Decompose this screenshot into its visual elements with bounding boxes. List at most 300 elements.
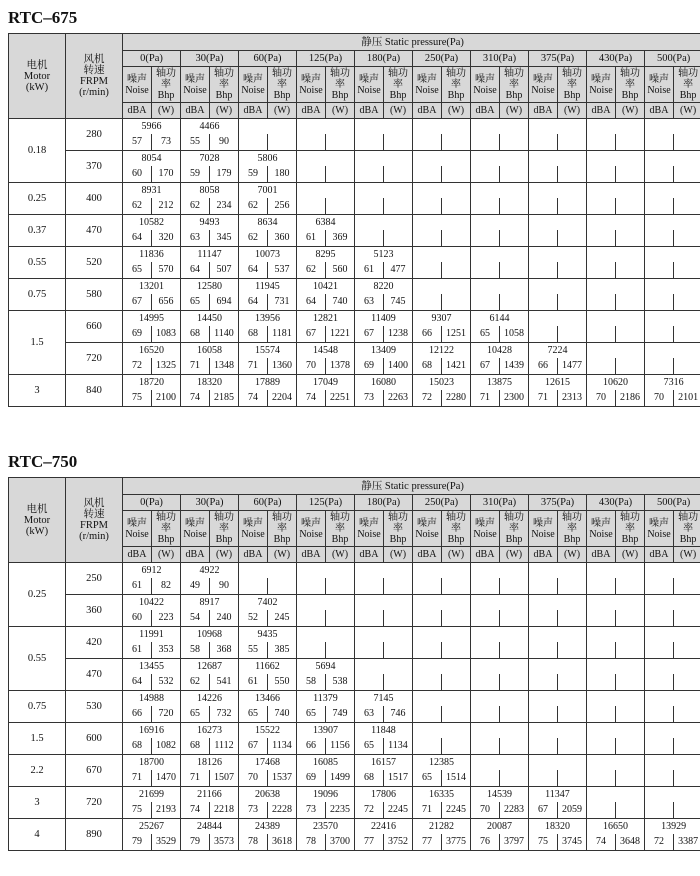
empty-cell xyxy=(587,119,645,134)
empty-cell xyxy=(529,723,587,738)
empty-cell xyxy=(558,326,587,343)
noise-header-line: 噪声 xyxy=(243,517,263,529)
airflow-value: 16080 xyxy=(355,375,413,390)
noise-value: 78 xyxy=(239,834,268,851)
unit-w: (W) xyxy=(674,547,700,563)
bhp-value: 368 xyxy=(210,642,239,659)
bhp-value: 3745 xyxy=(558,834,587,851)
bhp-header-line: 率 xyxy=(683,523,694,534)
empty-cell xyxy=(645,563,700,578)
bhp-header-line: 轴功 xyxy=(330,512,350,523)
bhp-header xyxy=(674,511,700,547)
empty-cell xyxy=(471,642,500,659)
bhp-value: 740 xyxy=(268,706,297,723)
airflow-value: 21282 xyxy=(413,819,471,834)
noise-value: 65 xyxy=(181,706,210,723)
bhp-header-line: 率 xyxy=(451,523,461,534)
unit-dba: dBA xyxy=(355,103,384,119)
empty-cell xyxy=(413,119,471,134)
bhp-value: 212 xyxy=(152,198,181,215)
fan-rpm: 250 xyxy=(66,563,123,595)
unit-w: (W) xyxy=(268,547,297,563)
noise-value: 77 xyxy=(355,834,384,851)
bhp-header-line: 率 xyxy=(161,523,171,534)
empty-cell xyxy=(500,770,529,787)
empty-cell xyxy=(616,738,645,755)
fan-rpm: 660 xyxy=(66,311,123,343)
motor-kw: 0.55 xyxy=(9,247,66,279)
airflow-value: 12580 xyxy=(181,279,239,294)
pressure-header: 125(Pa) xyxy=(297,51,355,67)
fan-rpm: 400 xyxy=(66,183,123,215)
empty-cell xyxy=(674,738,700,755)
bhp-value: 746 xyxy=(384,706,413,723)
empty-cell xyxy=(529,595,587,610)
empty-cell xyxy=(529,119,587,134)
noise-header xyxy=(529,511,558,547)
empty-cell xyxy=(558,134,587,151)
empty-cell xyxy=(471,279,529,294)
bhp-header-line: Bhp xyxy=(563,534,581,545)
noise-header xyxy=(413,511,442,547)
unit-w: (W) xyxy=(152,103,181,119)
bhp-header xyxy=(268,67,297,103)
bhp-header-line: Bhp xyxy=(505,90,523,101)
spec-table-rtc-750 xyxy=(8,477,700,851)
empty-cell xyxy=(297,563,355,578)
noise-header-line: Noise xyxy=(241,528,265,540)
bhp-value: 1082 xyxy=(152,738,181,755)
noise-value: 61 xyxy=(297,230,326,247)
empty-cell xyxy=(471,262,500,279)
empty-cell xyxy=(355,166,384,183)
noise-value: 64 xyxy=(239,262,268,279)
noise-header-line: 噪声 xyxy=(127,73,147,85)
noise-header-line: Noise xyxy=(299,528,323,540)
empty-cell xyxy=(355,563,413,578)
empty-cell xyxy=(239,563,297,578)
airflow-value: 14548 xyxy=(297,343,355,358)
empty-cell xyxy=(529,691,587,706)
table-row xyxy=(9,119,700,134)
bhp-value: 256 xyxy=(268,198,297,215)
empty-cell xyxy=(442,674,471,691)
unit-dba: dBA xyxy=(529,103,558,119)
bhp-value: 2313 xyxy=(558,390,587,407)
fan-header-line: FRPM xyxy=(79,76,109,87)
airflow-value: 23570 xyxy=(297,819,355,834)
bhp-header-line: 轴功 xyxy=(678,512,699,523)
bhp-header-line: 轴功 xyxy=(620,512,640,523)
noise-value: 64 xyxy=(239,294,268,311)
unit-dba: dBA xyxy=(297,547,326,563)
empty-cell xyxy=(413,151,471,166)
noise-header xyxy=(471,67,500,103)
bhp-header-line: Bhp xyxy=(273,534,291,545)
empty-cell xyxy=(616,166,645,183)
static-pressure-header: 静压 Static pressure(Pa) xyxy=(123,34,700,51)
noise-value: 71 xyxy=(123,770,152,787)
empty-cell xyxy=(442,706,471,723)
empty-cell xyxy=(587,326,616,343)
noise-header xyxy=(413,67,442,103)
noise-value: 55 xyxy=(239,642,268,659)
empty-cell xyxy=(355,198,384,215)
airflow-value: 24389 xyxy=(239,819,297,834)
empty-cell xyxy=(384,674,413,691)
empty-cell xyxy=(674,578,700,595)
airflow-value: 13907 xyxy=(297,723,355,738)
noise-header xyxy=(529,67,558,103)
noise-header xyxy=(123,511,152,547)
noise-value: 65 xyxy=(471,326,500,343)
empty-cell xyxy=(529,151,587,166)
empty-cell xyxy=(471,595,529,610)
bhp-header xyxy=(326,511,355,547)
airflow-value: 15574 xyxy=(239,343,297,358)
motor-kw: 2.2 xyxy=(9,755,66,787)
noise-value: 65 xyxy=(239,706,268,723)
noise-header-line: Noise xyxy=(125,528,149,540)
empty-cell xyxy=(384,642,413,659)
noise-header xyxy=(297,511,326,547)
noise-header-line: 噪声 xyxy=(301,517,321,529)
airflow-value: 24844 xyxy=(181,819,239,834)
airflow-value: 20638 xyxy=(239,787,297,802)
bhp-header xyxy=(152,511,181,547)
empty-cell xyxy=(297,151,355,166)
noise-value: 68 xyxy=(413,358,442,375)
empty-cell xyxy=(529,215,587,230)
empty-cell xyxy=(587,198,616,215)
noise-header-line: Noise xyxy=(531,84,555,96)
airflow-value: 8220 xyxy=(355,279,413,294)
empty-cell xyxy=(384,198,413,215)
empty-cell xyxy=(500,198,529,215)
bhp-header-line: Bhp xyxy=(331,90,349,101)
noise-value: 73 xyxy=(239,802,268,819)
noise-value: 79 xyxy=(181,834,210,851)
noise-header xyxy=(181,67,210,103)
fan-rpm: 720 xyxy=(66,787,123,819)
noise-value: 63 xyxy=(355,706,384,723)
empty-cell xyxy=(558,578,587,595)
table-row xyxy=(9,691,700,706)
motor-header xyxy=(9,478,66,563)
airflow-value: 13956 xyxy=(239,311,297,326)
noise-value: 72 xyxy=(645,834,674,851)
bhp-value: 3775 xyxy=(442,834,471,851)
fan-rpm: 360 xyxy=(66,595,123,627)
empty-cell xyxy=(471,230,500,247)
empty-cell xyxy=(500,674,529,691)
empty-cell xyxy=(384,166,413,183)
unit-dba: dBA xyxy=(645,547,674,563)
empty-cell xyxy=(645,119,700,134)
noise-value: 74 xyxy=(181,802,210,819)
noise-value: 74 xyxy=(239,390,268,407)
empty-cell xyxy=(645,343,700,358)
empty-cell xyxy=(239,578,268,595)
empty-cell xyxy=(558,770,587,787)
fan-rpm: 470 xyxy=(66,659,123,691)
airflow-value: 8058 xyxy=(181,183,239,198)
empty-cell xyxy=(471,151,529,166)
empty-cell xyxy=(442,262,471,279)
bhp-header-line: 轴功 xyxy=(388,512,408,523)
bhp-header-line: Bhp xyxy=(563,90,581,101)
noise-value: 74 xyxy=(297,390,326,407)
empty-cell xyxy=(645,738,674,755)
bhp-header xyxy=(268,511,297,547)
noise-value: 65 xyxy=(355,738,384,755)
empty-cell xyxy=(645,262,674,279)
bhp-value: 507 xyxy=(210,262,239,279)
noise-value: 66 xyxy=(297,738,326,755)
empty-cell xyxy=(674,230,700,247)
static-pressure-header: 静压 Static pressure(Pa) xyxy=(123,478,700,495)
airflow-value: 6912 xyxy=(123,563,181,578)
airflow-value: 4922 xyxy=(181,563,239,578)
airflow-value: 13201 xyxy=(123,279,181,294)
noise-value: 64 xyxy=(123,674,152,691)
empty-cell xyxy=(355,674,384,691)
bhp-value: 3648 xyxy=(616,834,645,851)
noise-header xyxy=(355,67,384,103)
bhp-value: 720 xyxy=(152,706,181,723)
motor-header-line: (kW) xyxy=(25,525,49,537)
empty-cell xyxy=(616,578,645,595)
fan-rpm: 580 xyxy=(66,279,123,311)
empty-cell xyxy=(413,659,471,674)
unit-w: (W) xyxy=(326,547,355,563)
noise-header-line: 噪声 xyxy=(417,73,437,85)
empty-cell xyxy=(616,674,645,691)
motor-header-line: Motor xyxy=(23,70,51,82)
noise-value: 67 xyxy=(355,326,384,343)
bhp-value: 3618 xyxy=(268,834,297,851)
noise-header-line: 噪声 xyxy=(475,73,495,85)
airflow-value: 10968 xyxy=(181,627,239,642)
bhp-header xyxy=(326,67,355,103)
empty-cell xyxy=(645,358,674,375)
fan-rpm: 720 xyxy=(66,343,123,375)
empty-cell xyxy=(645,311,700,326)
empty-cell xyxy=(500,166,529,183)
bhp-value: 550 xyxy=(268,674,297,691)
fan-header-line: 转速 xyxy=(83,65,105,76)
bhp-header xyxy=(442,511,471,547)
airflow-value: 9307 xyxy=(413,311,471,326)
empty-cell xyxy=(529,311,587,326)
table-row xyxy=(9,723,700,738)
pressure-header: 125(Pa) xyxy=(297,495,355,511)
empty-cell xyxy=(529,610,558,627)
noise-header-line: Noise xyxy=(183,528,207,540)
empty-cell xyxy=(326,642,355,659)
bhp-header xyxy=(558,511,587,547)
noise-value: 77 xyxy=(413,834,442,851)
airflow-value: 12385 xyxy=(413,755,471,770)
empty-cell xyxy=(645,610,674,627)
bhp-header-line: Bhp xyxy=(273,90,291,101)
bhp-header-line: Bhp xyxy=(621,90,639,101)
airflow-value: 10073 xyxy=(239,247,297,262)
noise-value: 54 xyxy=(181,610,210,627)
noise-value: 67 xyxy=(529,802,558,819)
empty-cell xyxy=(587,166,616,183)
noise-value: 75 xyxy=(123,802,152,819)
noise-value: 69 xyxy=(355,358,384,375)
noise-value: 68 xyxy=(123,738,152,755)
table-row xyxy=(9,563,700,578)
bhp-value: 1251 xyxy=(442,326,471,343)
fan-rpm: 600 xyxy=(66,723,123,755)
empty-cell xyxy=(587,230,616,247)
empty-cell xyxy=(616,198,645,215)
bhp-header-line: 轴功 xyxy=(388,68,408,79)
noise-value: 73 xyxy=(355,390,384,407)
bhp-header-line: Bhp xyxy=(447,534,465,545)
empty-cell xyxy=(471,198,500,215)
empty-cell xyxy=(616,262,645,279)
bhp-value: 2186 xyxy=(616,390,645,407)
noise-header-line: Noise xyxy=(125,84,149,96)
pressure-header: 250(Pa) xyxy=(413,51,471,67)
empty-cell xyxy=(442,134,471,151)
fan-header-line: FRPM xyxy=(79,520,109,531)
empty-cell xyxy=(587,627,645,642)
table-row xyxy=(9,183,700,198)
noise-header-line: Noise xyxy=(415,84,439,96)
bhp-header-line: 轴功 xyxy=(678,68,699,79)
empty-cell xyxy=(413,674,442,691)
noise-header-line: Noise xyxy=(473,84,497,96)
empty-cell xyxy=(645,247,700,262)
empty-cell xyxy=(616,358,645,375)
bhp-value: 2204 xyxy=(268,390,297,407)
noise-value: 71 xyxy=(471,390,500,407)
empty-cell xyxy=(674,642,700,659)
bhp-header-line: 轴功 xyxy=(214,512,234,523)
airflow-value: 22416 xyxy=(355,819,413,834)
fan-rpm: 420 xyxy=(66,627,123,659)
table-row xyxy=(9,151,700,166)
airflow-value: 16335 xyxy=(413,787,471,802)
bhp-header-line: Bhp xyxy=(447,90,465,101)
noise-value: 72 xyxy=(123,358,152,375)
airflow-value: 5123 xyxy=(355,247,413,262)
bhp-value: 234 xyxy=(210,198,239,215)
pressure-header: 180(Pa) xyxy=(355,495,413,511)
empty-cell xyxy=(587,563,645,578)
noise-header-line: 噪声 xyxy=(475,517,495,529)
empty-cell xyxy=(326,578,355,595)
fan-rpm: 530 xyxy=(66,691,123,723)
unit-w: (W) xyxy=(326,103,355,119)
noise-header-line: Noise xyxy=(647,528,671,540)
empty-cell xyxy=(587,294,616,311)
empty-cell xyxy=(645,691,700,706)
pressure-header: 250(Pa) xyxy=(413,495,471,511)
bhp-header xyxy=(616,67,645,103)
noise-header-line: 噪声 xyxy=(649,517,669,529)
noise-header-line: 噪声 xyxy=(649,73,669,85)
pressure-header: 500(Pa) xyxy=(645,51,700,67)
airflow-value: 8917 xyxy=(181,595,239,610)
empty-cell xyxy=(645,198,674,215)
airflow-value: 18126 xyxy=(181,755,239,770)
empty-cell xyxy=(326,134,355,151)
noise-header-line: Noise xyxy=(589,84,613,96)
bhp-value: 2280 xyxy=(442,390,471,407)
empty-cell xyxy=(297,610,326,627)
airflow-value: 19096 xyxy=(297,787,355,802)
noise-value: 62 xyxy=(181,198,210,215)
empty-cell xyxy=(674,770,700,787)
unit-w: (W) xyxy=(558,547,587,563)
airflow-value: 14995 xyxy=(123,311,181,326)
empty-cell xyxy=(355,134,384,151)
empty-cell xyxy=(529,706,558,723)
empty-cell xyxy=(413,706,442,723)
empty-cell xyxy=(413,738,442,755)
empty-cell xyxy=(471,134,500,151)
bhp-value: 3573 xyxy=(210,834,239,851)
noise-value: 74 xyxy=(587,834,616,851)
motor-kw: 4 xyxy=(9,819,66,851)
bhp-header-line: Bhp xyxy=(157,90,175,101)
bhp-header-line: Bhp xyxy=(505,534,523,545)
pressure-header: 30(Pa) xyxy=(181,495,239,511)
empty-cell xyxy=(616,230,645,247)
empty-cell xyxy=(471,215,529,230)
empty-cell xyxy=(413,198,442,215)
airflow-value: 13455 xyxy=(123,659,181,674)
noise-value: 75 xyxy=(529,834,558,851)
bhp-value: 2228 xyxy=(268,802,297,819)
bhp-value: 353 xyxy=(152,642,181,659)
empty-cell xyxy=(442,198,471,215)
bhp-header-line: Bhp xyxy=(215,534,233,545)
unit-w: (W) xyxy=(152,547,181,563)
empty-cell xyxy=(355,119,413,134)
bhp-value: 2193 xyxy=(152,802,181,819)
empty-cell xyxy=(413,279,471,294)
empty-cell xyxy=(587,134,616,151)
bhp-value: 2245 xyxy=(442,802,471,819)
bhp-value: 477 xyxy=(384,262,413,279)
airflow-value: 12821 xyxy=(297,311,355,326)
motor-header-line: 电机 xyxy=(26,59,48,71)
bhp-value: 1400 xyxy=(384,358,413,375)
noise-value: 59 xyxy=(181,166,210,183)
airflow-value: 6384 xyxy=(297,215,355,230)
airflow-value: 21699 xyxy=(123,787,181,802)
empty-cell xyxy=(326,610,355,627)
bhp-value: 1477 xyxy=(558,358,587,375)
empty-cell xyxy=(471,738,500,755)
noise-value: 71 xyxy=(181,358,210,375)
bhp-value: 560 xyxy=(326,262,355,279)
bhp-value: 656 xyxy=(152,294,181,311)
bhp-header-line: 轴功 xyxy=(446,68,466,79)
motor-kw: 0.18 xyxy=(9,119,66,183)
airflow-value: 8295 xyxy=(297,247,355,262)
airflow-value: 11991 xyxy=(123,627,181,642)
airflow-value: 12615 xyxy=(529,375,587,390)
bhp-value: 2185 xyxy=(210,390,239,407)
